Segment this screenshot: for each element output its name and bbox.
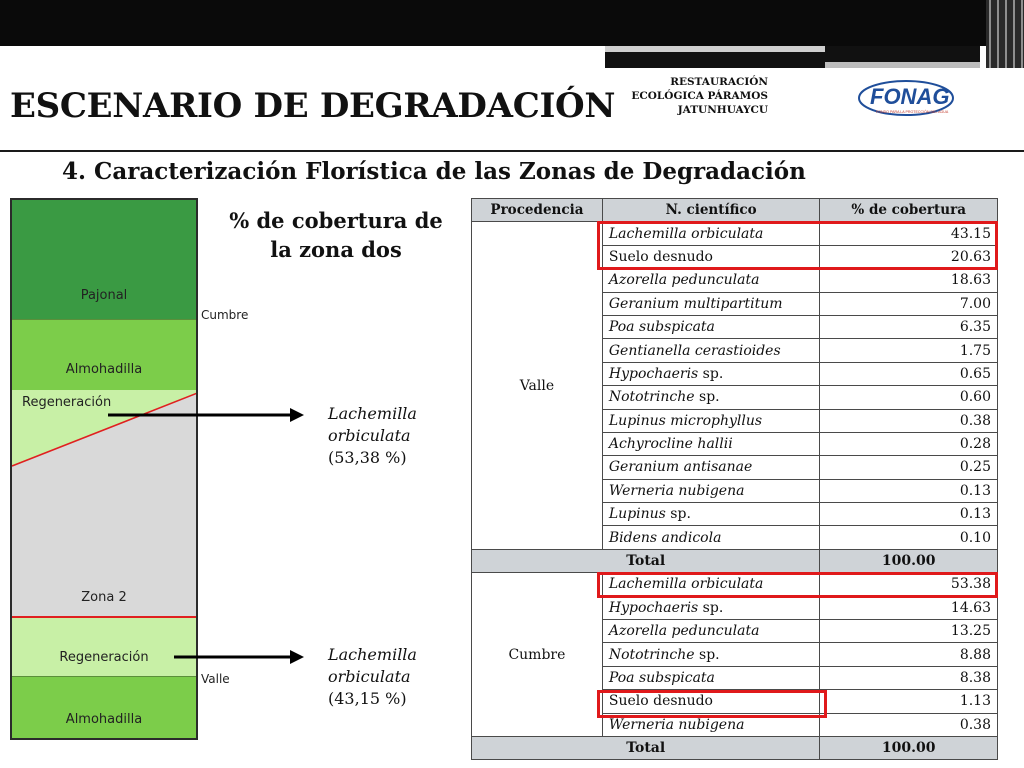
species-note-bottom-line-1: Lachemilla xyxy=(328,645,417,664)
arrow-top xyxy=(108,400,308,430)
coverage-value-cell: 0.25 xyxy=(820,456,998,479)
species-name: Nototrinche xyxy=(608,646,695,663)
zone-almohadilla-top-label: Almohadilla xyxy=(65,362,143,377)
table-row xyxy=(472,573,998,596)
cumbre-procedencia-cell: Cumbre xyxy=(472,573,603,737)
coverage-title-line-2: la zona dos xyxy=(270,237,402,262)
arrow-bottom xyxy=(174,642,308,672)
page-title: ESCENARIO DE DEGRADACIÓN xyxy=(10,86,616,126)
species-note-top xyxy=(328,403,417,469)
species-cell xyxy=(602,503,820,526)
header-procedencia: Procedencia xyxy=(472,199,603,222)
coverage-title xyxy=(218,206,454,264)
species-name: Suelo desnudo xyxy=(608,248,713,265)
species-name: Hypochaeris xyxy=(608,599,699,616)
species-note-top-line-3: (53,38 %) xyxy=(328,448,407,467)
species-name: Azorella pedunculata xyxy=(608,623,760,640)
species-cell xyxy=(602,339,820,362)
species-suffix: sp. xyxy=(694,389,720,406)
species-cell xyxy=(602,269,820,292)
header-grey-strip xyxy=(605,46,825,52)
species-name: Werneria nubigena xyxy=(608,482,745,499)
species-note-top-line-2: orbiculata xyxy=(328,426,411,445)
coverage-value-cell: 0.13 xyxy=(820,503,998,526)
species-note-bottom xyxy=(328,644,417,710)
coverage-value-cell: 7.00 xyxy=(820,292,998,315)
table-header-row xyxy=(472,199,998,222)
valle-label: Valle xyxy=(201,672,230,686)
species-cell xyxy=(602,386,820,409)
section-subtitle: 4. Caracterización Florística de las Zonas de Degradación xyxy=(62,158,806,185)
species-cell xyxy=(602,526,820,549)
table-row xyxy=(472,222,998,245)
species-cell xyxy=(602,596,820,619)
species-suffix: sp. xyxy=(694,646,720,663)
zone-regeneracion-bottom xyxy=(12,618,196,676)
species-name: Lachemilla orbiculata xyxy=(608,225,764,242)
species-name: Achyrocline hallii xyxy=(608,436,733,453)
header-cobertura: % de cobertura xyxy=(820,199,998,222)
species-cell xyxy=(602,479,820,502)
coverage-value-cell: 6.35 xyxy=(820,315,998,338)
coverage-value-cell: 1.13 xyxy=(820,690,998,713)
zone-pajonal xyxy=(12,200,196,319)
species-cell xyxy=(602,643,820,666)
zone-regeneracion-top-label: Regeneración xyxy=(22,395,112,410)
coverage-value-cell: 53.38 xyxy=(820,573,998,596)
coverage-value-cell: 0.65 xyxy=(820,362,998,385)
zone-2-label: Zona 2 xyxy=(81,590,127,605)
zone-diagram xyxy=(10,198,198,740)
species-name: Poa subspicata xyxy=(608,319,715,336)
header-divider xyxy=(0,150,1024,152)
coverage-value-cell: 8.88 xyxy=(820,643,998,666)
coverage-value-cell: 0.38 xyxy=(820,409,998,432)
species-cell xyxy=(602,432,820,455)
species-name: Lachemilla orbiculata xyxy=(608,576,764,593)
species-name: Bidens andicola xyxy=(608,529,722,546)
valle-total-row xyxy=(472,549,998,572)
logo-tagline: FONDO PARA LA PROTECCIÓN DEL AGUA xyxy=(876,110,949,114)
species-name: Gentianella cerastioides xyxy=(608,342,781,359)
species-cell xyxy=(602,222,820,245)
coverage-value-cell: 18.63 xyxy=(820,269,998,292)
coverage-value-cell: 43.15 xyxy=(820,222,998,245)
species-note-bottom-line-3: (43,15 %) xyxy=(328,689,407,708)
species-cell xyxy=(602,713,820,736)
valle-total-value: 100.00 xyxy=(820,549,998,572)
zone-almohadilla-bottom xyxy=(12,676,196,740)
cumbre-total-label: Total xyxy=(472,736,820,759)
species-cell xyxy=(602,245,820,268)
species-cell xyxy=(602,690,820,713)
zone-regeneracion-bottom-label: Regeneración xyxy=(59,650,149,665)
coverage-value-cell: 1.75 xyxy=(820,339,998,362)
cumbre-total-row xyxy=(472,736,998,759)
project-label-line-3: JATUNHUAYCU xyxy=(677,104,768,116)
species-suffix: sp. xyxy=(698,599,724,616)
cumbre-total-value: 100.00 xyxy=(820,736,998,759)
species-name: Azorella pedunculata xyxy=(608,272,760,289)
species-name: Nototrinche xyxy=(608,389,695,406)
coverage-value-cell: 14.63 xyxy=(820,596,998,619)
coverage-value-cell: 0.60 xyxy=(820,386,998,409)
species-cell xyxy=(602,362,820,385)
species-cell xyxy=(602,573,820,596)
species-cell xyxy=(602,315,820,338)
species-name: Lupinus microphyllus xyxy=(608,412,763,429)
project-label-line-2: ECOLÓGICA PÁRAMOS xyxy=(631,90,768,102)
species-name: Hypochaeris xyxy=(608,365,699,382)
species-name: Lupinus xyxy=(608,506,666,523)
species-cell xyxy=(602,292,820,315)
fonag-logo xyxy=(858,78,958,118)
header-black-bar xyxy=(0,0,1024,46)
species-name: Geranium antisanae xyxy=(608,459,753,476)
table-body xyxy=(472,222,998,760)
species-name: Geranium multipartitum xyxy=(608,295,783,312)
species-name: Werneria nubigena xyxy=(608,716,745,733)
cumbre-label: Cumbre xyxy=(201,308,249,322)
coverage-table xyxy=(471,198,998,760)
valle-total-label: Total xyxy=(472,549,820,572)
coverage-value-cell: 0.10 xyxy=(820,526,998,549)
species-suffix: sp. xyxy=(698,365,724,382)
zone-pajonal-label: Pajonal xyxy=(80,288,128,303)
species-cell xyxy=(602,620,820,643)
species-cell xyxy=(602,666,820,689)
project-label xyxy=(612,75,768,117)
coverage-value-cell: 13.25 xyxy=(820,620,998,643)
species-cell xyxy=(602,456,820,479)
species-note-top-line-1: Lachemilla xyxy=(328,404,417,423)
project-label-line-1: RESTAURACIÓN xyxy=(670,76,768,88)
coverage-value-cell: 0.38 xyxy=(820,713,998,736)
species-cell xyxy=(602,409,820,432)
coverage-value-cell: 20.63 xyxy=(820,245,998,268)
header-stripes xyxy=(986,0,1024,68)
valle-procedencia-cell: Valle xyxy=(472,222,603,549)
species-name: Suelo desnudo xyxy=(608,693,713,710)
species-note-bottom-line-2: orbiculata xyxy=(328,667,411,686)
coverage-value-cell: 0.13 xyxy=(820,479,998,502)
species-name: Poa subspicata xyxy=(608,670,715,686)
logo-text: FONAG xyxy=(870,84,950,109)
zone-almohadilla-bottom-label: Almohadilla xyxy=(65,712,143,727)
header-nombre-cientifico: N. científico xyxy=(602,199,820,222)
coverage-title-line-1: % de cobertura de xyxy=(229,208,443,233)
coverage-value-cell: 8.38 xyxy=(820,666,998,689)
species-suffix: sp. xyxy=(665,506,691,523)
coverage-value-cell: 0.28 xyxy=(820,432,998,455)
header-grey-strip-2 xyxy=(825,62,980,68)
zone-almohadilla-top xyxy=(12,319,196,390)
